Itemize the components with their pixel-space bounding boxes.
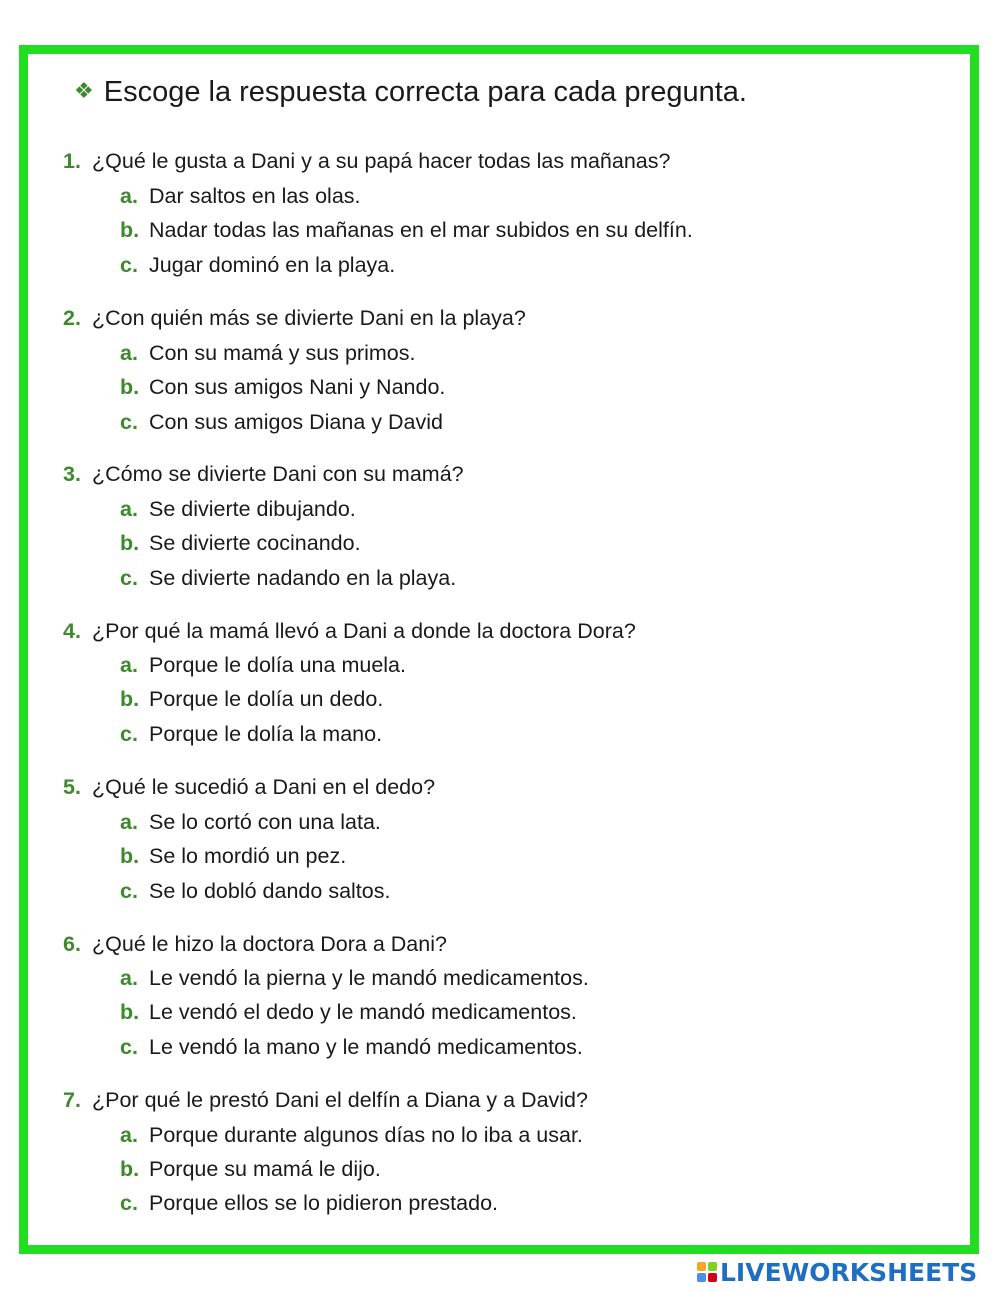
option-letter: b. [120, 844, 140, 868]
instructions-title [74, 76, 747, 109]
option-a[interactable] [120, 1123, 583, 1148]
option-text: Se divierte nadando en la playa. [149, 566, 457, 590]
option-b[interactable] [120, 218, 693, 243]
diamond-bullet-icon: ❖ [74, 78, 94, 103]
question-text: ¿Qué le hizo la doctora Dora a Dani? [92, 932, 447, 956]
option-text: Con su mamá y sus primos. [149, 341, 416, 365]
question-number: 5. [63, 775, 81, 799]
option-letter: b. [120, 687, 140, 711]
option-text: Se divierte cocinando. [149, 531, 361, 555]
option-c[interactable] [120, 566, 456, 591]
option-letter: b. [120, 1000, 140, 1024]
option-a[interactable] [120, 497, 356, 522]
question-number: 1. [63, 149, 81, 173]
question-text: ¿Con quién más se divierte Dani en la playa? [92, 306, 526, 330]
option-text: Porque ellos se lo pidieron prestado. [149, 1191, 498, 1215]
option-letter: c. [120, 1035, 138, 1059]
worksheet-frame [19, 45, 979, 1254]
option-text: Dar saltos en las olas. [149, 184, 361, 208]
option-c[interactable] [120, 879, 390, 904]
option-a[interactable] [120, 184, 361, 209]
question-number: 6. [63, 932, 81, 956]
option-letter: c. [120, 1191, 138, 1215]
option-letter: a. [120, 341, 138, 365]
option-letter: a. [120, 653, 138, 677]
question-text: ¿Por qué la mamá llevó a Dani a donde la doctora Dora? [92, 619, 636, 643]
option-a[interactable] [120, 810, 381, 835]
option-letter: c. [120, 879, 138, 903]
option-b[interactable] [120, 1000, 577, 1025]
title-text: Escoge la respuesta correcta para cada pregunta. [103, 76, 747, 108]
option-b[interactable] [120, 375, 445, 400]
option-b[interactable] [120, 1157, 381, 1182]
option-letter: c. [120, 410, 138, 434]
question-text: ¿Qué le sucedió a Dani en el dedo? [92, 775, 436, 799]
option-c[interactable] [120, 722, 382, 747]
option-text: Con sus amigos Nani y Nando. [149, 375, 446, 399]
option-text: Porque le dolía una muela. [149, 653, 406, 677]
option-letter: a. [120, 1123, 138, 1147]
option-letter: a. [120, 810, 138, 834]
option-text: Porque su mamá le dijo. [149, 1157, 381, 1181]
option-letter: b. [120, 1157, 140, 1181]
question-number: 7. [63, 1088, 81, 1112]
option-letter: a. [120, 966, 138, 990]
option-letter: c. [120, 566, 138, 590]
option-text: Porque durante algunos días no lo iba a usar. [149, 1123, 583, 1147]
question-text: ¿Cómo se divierte Dani con su mamá? [92, 462, 464, 486]
option-letter: c. [120, 253, 138, 277]
option-letter: a. [120, 184, 138, 208]
option-letter: c. [120, 722, 138, 746]
option-text: Le vendó la mano y le mandó medicamentos. [149, 1035, 583, 1059]
option-letter: b. [120, 375, 140, 399]
question-text: ¿Por qué le prestó Dani el delfín a Diana y a David? [92, 1088, 588, 1112]
question-number: 2. [63, 306, 81, 330]
option-text: Nadar todas las mañanas en el mar subidos en su delfín. [149, 218, 693, 242]
question-number: 4. [63, 619, 81, 643]
option-letter: a. [120, 497, 138, 521]
option-text: Se divierte dibujando. [149, 497, 356, 521]
option-a[interactable] [120, 653, 406, 678]
question-text: ¿Qué le gusta a Dani y a su papá hacer todas las mañanas? [92, 149, 671, 173]
option-text: Se lo cortó con una lata. [149, 810, 381, 834]
option-c[interactable] [120, 1035, 583, 1060]
option-text: Se lo dobló dando saltos. [149, 879, 391, 903]
option-text: Porque le dolía un dedo. [149, 687, 384, 711]
option-text: Se lo mordió un pez. [149, 844, 347, 868]
brand-name: LIVEWORKSHEETS [720, 1257, 978, 1287]
option-text: Con sus amigos Diana y David [149, 410, 443, 434]
option-c[interactable] [120, 253, 395, 278]
option-a[interactable] [120, 341, 415, 366]
option-text: Jugar dominó en la playa. [149, 253, 396, 277]
option-b[interactable] [120, 531, 361, 556]
option-text: Le vendó la pierna y le mandó medicamentos. [149, 966, 589, 990]
question-number: 3. [63, 462, 81, 486]
option-letter: b. [120, 218, 140, 242]
option-a[interactable] [120, 966, 589, 991]
liveworksheets-logo-icon [697, 1262, 717, 1282]
footer-brand[interactable] [697, 1257, 977, 1287]
option-c[interactable] [120, 410, 443, 435]
option-c[interactable] [120, 1191, 498, 1216]
option-b[interactable] [120, 844, 346, 869]
option-b[interactable] [120, 687, 383, 712]
option-letter: b. [120, 531, 140, 555]
option-text: Le vendó el dedo y le mandó medicamentos. [149, 1000, 577, 1024]
option-text: Porque le dolía la mano. [149, 722, 383, 746]
